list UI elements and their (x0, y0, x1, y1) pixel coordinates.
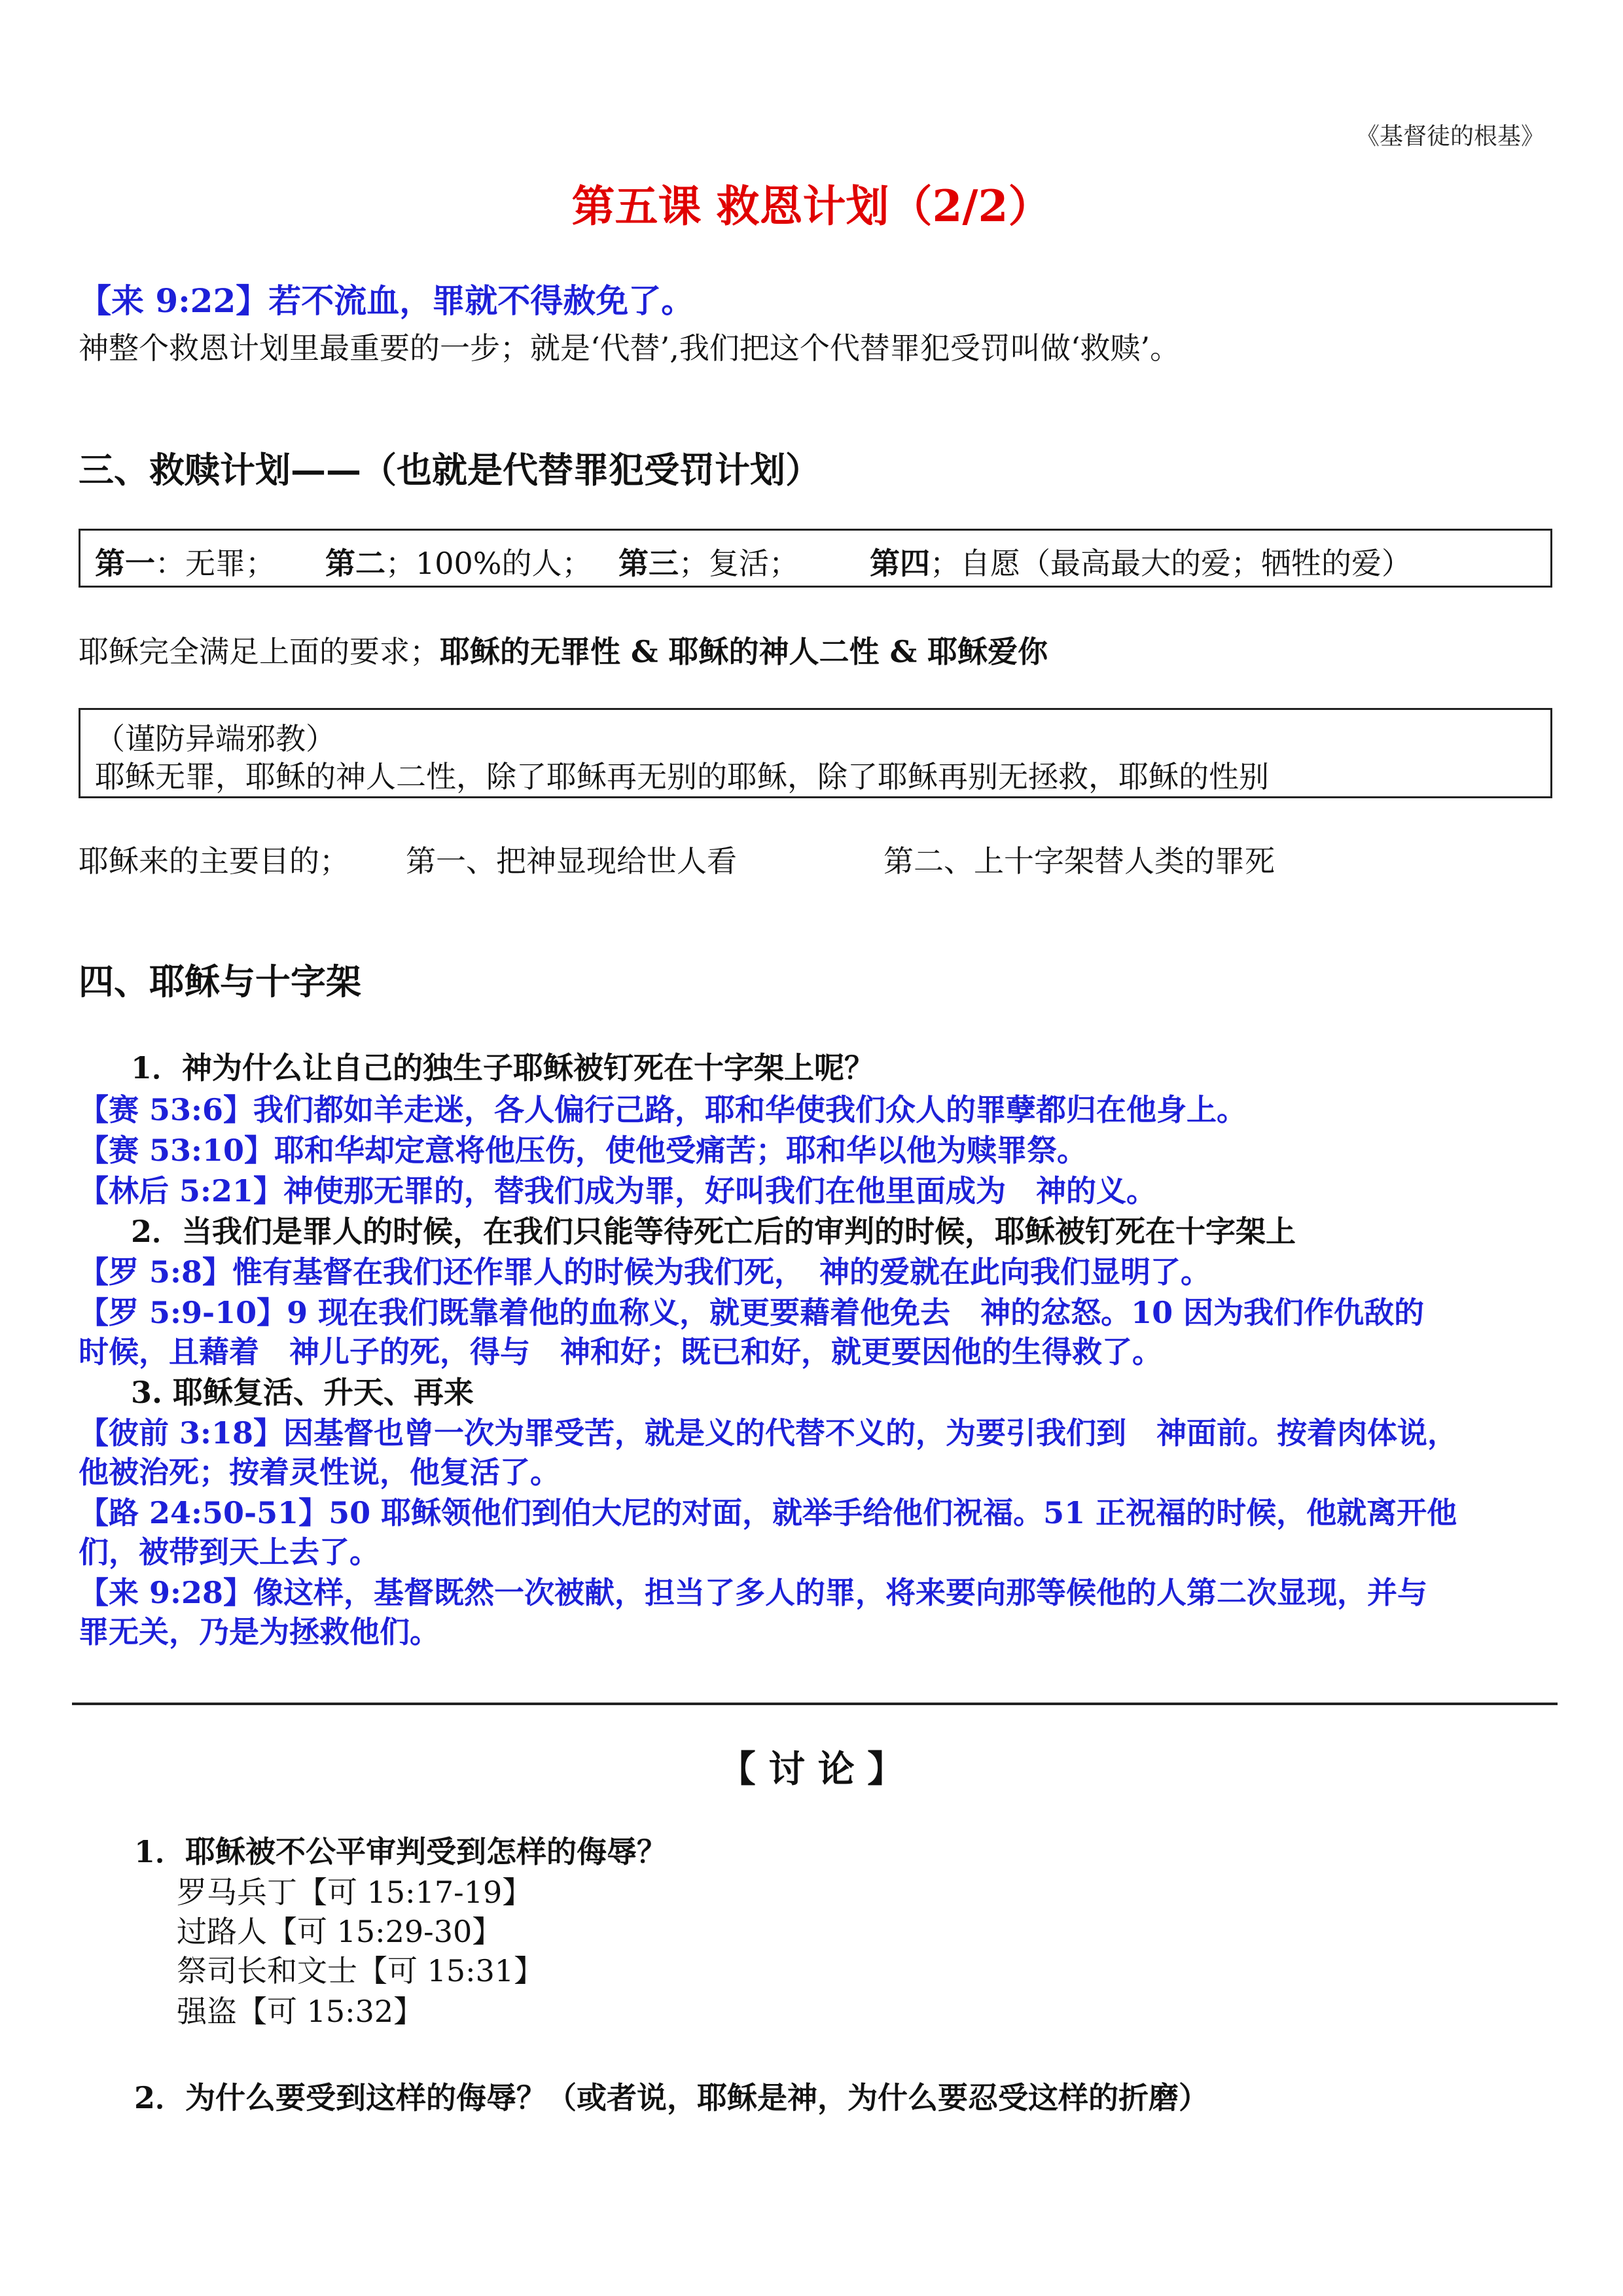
discussion-ref-priests: 祭司长和文士【可 15:31】 (177, 1953, 544, 1988)
verse-rom-5-8: 【罗 5:8】惟有基督在我们还作罪人的时候为我们死， 神的爱就在此向我们显明了。 (79, 1254, 1211, 1290)
verse-luke-24-50-51: 【路 24:50-51】50 耶稣领他们到伯大尼的对面，就举手给他们祝福。51 正祝福的时候，他就离开他 (79, 1495, 1457, 1530)
verse-rom-5-9-10-cont: 时候，且藉着 神儿子的死，得与 神和好；既已和好，就更要因他的生得救了。 (79, 1334, 1162, 1369)
section-3-heading: 三、救赎计划——（也就是代替罪犯受罚计划） (79, 449, 821, 491)
requirement-value: 100%的人； (416, 546, 592, 581)
warning-text: 耶稣无罪，耶稣的神人二性，除了耶稣再无别的耶稣，除了耶稣再别无拯救，耶稣的性别 (95, 759, 1269, 794)
discussion-ref-robbers: 强盗【可 15:32】 (177, 1994, 424, 2029)
verse-2cor-5-21: 【林后 5:21】神使那无罪的，替我们成为罪，好叫我们在他里面成为 神的义。 (79, 1173, 1157, 1209)
intro-text: 神整个救恩计划里最重要的一步；就是‘代替’,我们把这个代替罪犯受罚叫做‘救赎’。 (79, 330, 1181, 366)
satisfy-prefix: 耶稣完全满足上面的要求； (79, 634, 440, 669)
requirement-separator: ； (930, 546, 960, 581)
verse-1pet-3-18: 【彼前 3:18】因基督也曾一次为罪受苦，就是义的代替不义的，为要引我们到 神面前。按着肉体说， (79, 1415, 1458, 1451)
discussion-ref-soldiers: 罗马兵丁【可 15:17-19】 (177, 1875, 533, 1910)
book-title-header: 《基督徒的根基》 (1355, 123, 1544, 150)
verse-rom-5-9-10: 【罗 5:9-10】9 现在我们既靠着他的血称义，就更要藉着他免去 神的忿怒。10 因为我们作仇敌的 (79, 1295, 1425, 1330)
verse-luke-24-50-51-cont: 们，被带到天上去了。 (79, 1534, 380, 1570)
requirement-1 (95, 540, 276, 583)
intro-verse: 【来 9:22】若不流血，罪就不得赦免了。 (79, 281, 694, 320)
heresy-warning-box (79, 708, 1552, 798)
requirement-label: 第一 (95, 546, 155, 581)
requirement-value: 复活； (709, 546, 799, 581)
satisfy-bold: 耶稣的无罪性 & 耶稣的神人二性 & 耶稣爱你 (440, 634, 1048, 669)
requirement-4 (870, 540, 1412, 583)
warning-title: （谨防异端邪教） (95, 721, 336, 756)
verse-isa-53-6: 【赛 53:6】我们都如羊走迷，各人偏行己路，耶和华使我们众人的罪孽都归在他身上。 (79, 1092, 1247, 1127)
requirement-label: 第四 (870, 546, 930, 581)
question-3: 3. 耶稣复活、升天、再来 (131, 1375, 474, 1410)
discussion-question-2: 2．为什么要受到这样的侮辱？（或者说，耶稣是神，为什么要忍受这样的折磨） (134, 2080, 1209, 2115)
section-divider (72, 1703, 1558, 1705)
requirement-3 (618, 540, 799, 583)
discussion-question-1: 1．耶稣被不公平审判受到怎样的侮辱？ (134, 1834, 668, 1869)
requirement-value: 自愿（最高最大的爱；牺牲的爱） (960, 546, 1412, 581)
purpose-2: 第二、上十字架替人类的罪死 (883, 843, 1275, 879)
requirement-separator: ； (385, 546, 416, 581)
section-4-heading: 四、耶稣与十字架 (79, 961, 361, 1002)
requirement-separator: ： (155, 546, 185, 581)
purpose-label: 耶稣来的主要目的； (79, 843, 349, 879)
question-2: 2．当我们是罪人的时候，在我们只能等待死亡后的审判的时候，耶稣被钉死在十字架上 (131, 1214, 1296, 1249)
requirement-label: 第二 (325, 546, 385, 581)
question-1: 1．神为什么让自己的独生子耶稣被钉死在十字架上呢？ (131, 1050, 875, 1086)
verse-heb-9-28: 【来 9:28】像这样，基督既然一次被献，担当了多人的罪，将来要向那等候他的人第二次显现，并与 (79, 1575, 1428, 1610)
discussion-heading: 【 讨 论 】 (719, 1748, 904, 1791)
lesson-title: 第五课 救恩计划（2/2） (571, 181, 1052, 232)
verse-isa-53-10: 【赛 53:10】耶和华却定意将他压伤，使他受痛苦；耶和华以他为赎罪祭。 (79, 1133, 1088, 1168)
verse-1pet-3-18-cont: 他被治死；按着灵性说，他复活了。 (79, 1455, 560, 1490)
requirement-value: 无罪； (185, 546, 276, 581)
requirements-box (79, 529, 1552, 588)
requirement-label: 第三 (618, 546, 679, 581)
purpose-1: 第一、把神显现给世人看 (406, 843, 737, 879)
verse-heb-9-28-cont: 罪无关，乃是为拯救他们。 (79, 1614, 440, 1650)
requirement-separator: ； (679, 546, 709, 581)
jesus-satisfies (79, 628, 1048, 671)
requirement-2 (325, 540, 592, 583)
discussion-ref-passersby: 过路人【可 15:29-30】 (177, 1914, 503, 1949)
